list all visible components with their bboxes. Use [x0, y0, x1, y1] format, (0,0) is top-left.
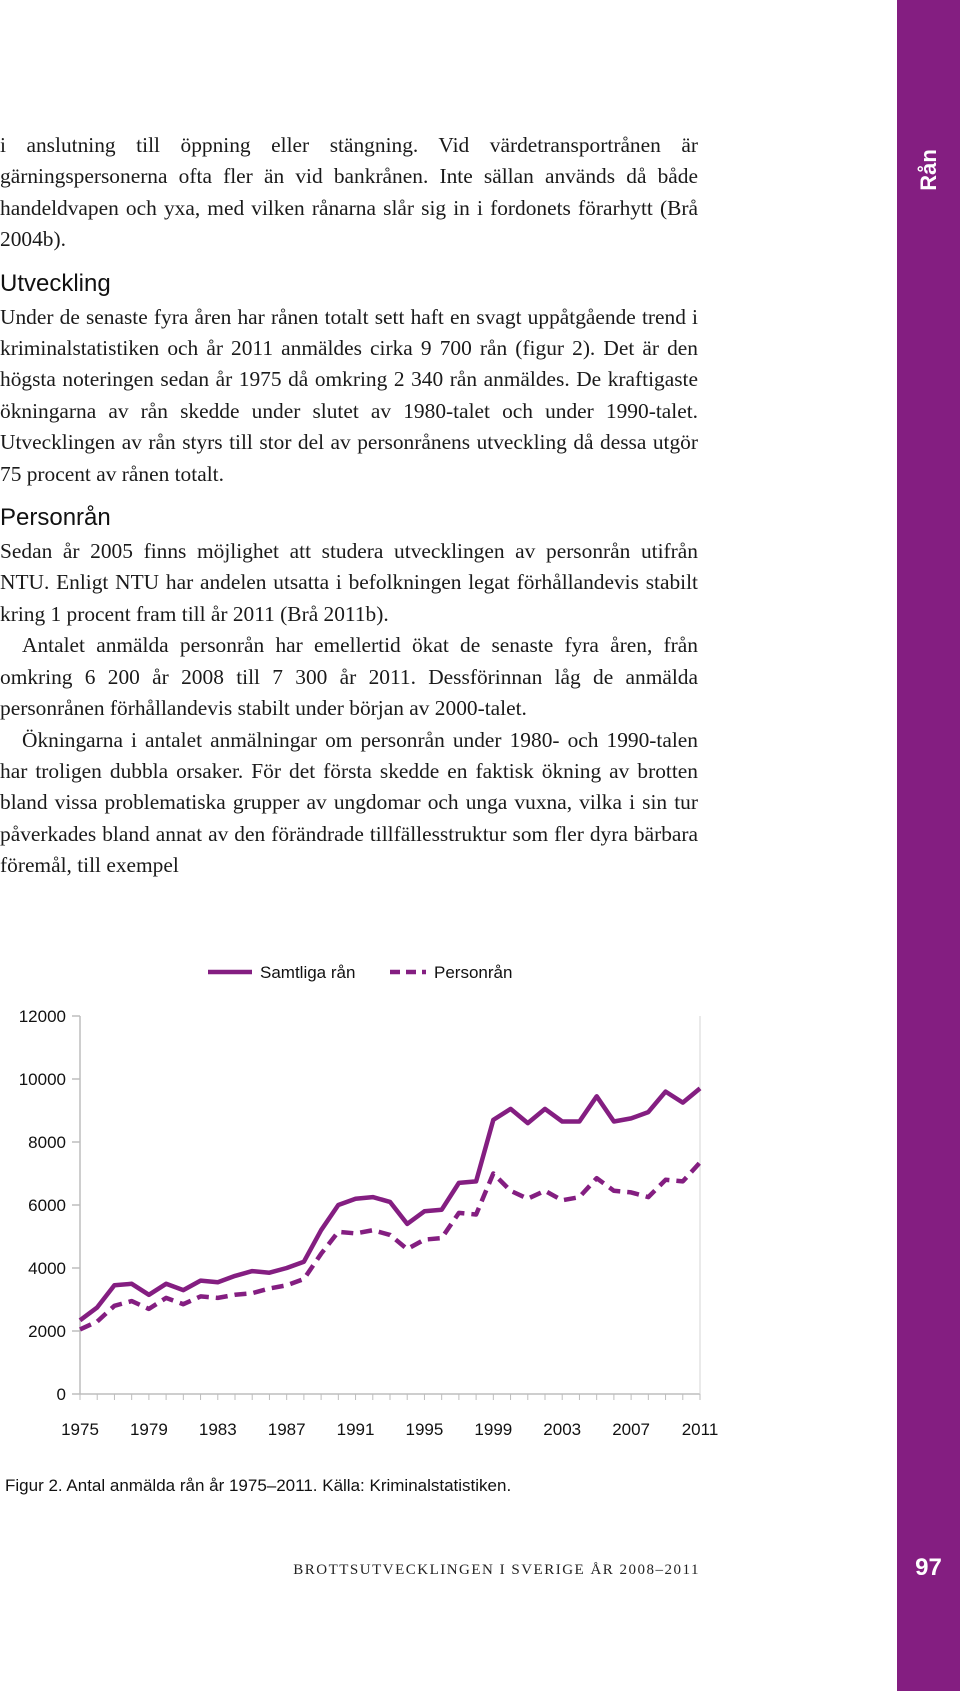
x-tick-label: 1979 — [129, 1420, 168, 1439]
utveckling-paragraph: Under de senaste fyra åren har rånen totalt sett haft en svagt uppåtgående trend i kriminalstatistiken och år 2011 anmäldes cirka 9 700 rån (figur 2). Det är den högsta noteringen sedan år 1975 då omkring 2 340 rån anmäldes. De kraftigaste ökningarna av rån skedde under slutet av 1980-talet och under 1990-talet. Utvecklingen av rån styrs till stor del av personrånens utveckling då dessa utgör 75 procent av rånen totalt. — [0, 304, 698, 486]
page-number: 97 — [915, 1554, 942, 1581]
figure-caption: Figur 2. Antal anmälda rån år 1975–2011. Källa: Kriminalstatistiken. — [5, 1476, 512, 1495]
intro-paragraph: i anslutning till öppning eller stängning. Vid värdetransportrånen är gärningspersonerna ofta fler än vid bankrånen. Inte sällan används då både handeldvapen och yxa, med vilken rånarna slår sig in i fordonets förarhytt (Brå 2004b). — [0, 133, 698, 252]
personran-paragraph-3: Ökningarna i antalet anmälningar om personrån under 1980- och 1990-talen har troligen dubbla orsaker. För det första skedde en faktisk ökning av brotten bland vissa problematiska grupper av ungdomar och unga vuxna, vilka i sin tur påverkades bland annat av den förändrade tillfällesstruktur som fler dyra bärbara föremål, till exempel — [0, 727, 698, 878]
x-tick-label: 2003 — [543, 1420, 582, 1439]
y-tick-label: 0 — [56, 1385, 66, 1404]
legend-label-0: Samtliga rån — [260, 963, 356, 982]
section-heading-utveckling: Utveckling — [0, 269, 111, 297]
section-heading-personran: Personrån — [0, 504, 111, 532]
section-tab-label: Rån — [916, 149, 941, 191]
y-tick-label: 6000 — [28, 1196, 66, 1215]
x-tick-label: 2007 — [612, 1420, 651, 1439]
y-tick-label: 8000 — [28, 1133, 66, 1152]
series-line-0 — [80, 1088, 700, 1320]
x-tick-label: 1975 — [61, 1420, 99, 1439]
y-tick-label: 12000 — [18, 1007, 66, 1026]
personran-paragraph-2: Antalet anmälda personrån har emellertid ökat de senaste fyra åren, från omkring 6 200 år 2008 till 7 300 år 2011. Dessförinnan låg de anmälda personrånen förhållandevis stabilt under början av 2000-talet. — [0, 633, 698, 721]
y-tick-label: 10000 — [18, 1070, 66, 1089]
x-tick-label: 1999 — [474, 1420, 513, 1439]
legend-label-1: Personrån — [434, 963, 513, 982]
x-tick-label: 1983 — [198, 1420, 237, 1439]
x-tick-label: 2011 — [681, 1420, 719, 1439]
x-tick-label: 1991 — [336, 1420, 375, 1439]
running-footer: BROTTSUTVECKLINGEN I SVERIGE ÅR 2008–2011 — [293, 1562, 700, 1578]
x-tick-label: 1987 — [267, 1420, 306, 1439]
y-tick-label: 4000 — [28, 1259, 66, 1278]
series-line-1 — [80, 1163, 700, 1330]
x-tick-label: 1995 — [405, 1420, 444, 1439]
section-tab — [905, 140, 953, 200]
body-text — [0, 130, 698, 882]
personran-paragraph-1: Sedan år 2005 finns möjlighet att studera utvecklingen av personrån utifrån NTU. Enligt NTU har andelen utsatta i befolkningen legat förhållandevis stabilt kring 1 procent fram till år 2011 (Brå 2011b). — [0, 539, 698, 626]
robbery-line-chart — [0, 950, 740, 1450]
side-band — [897, 0, 960, 1691]
y-tick-label: 2000 — [28, 1322, 66, 1341]
